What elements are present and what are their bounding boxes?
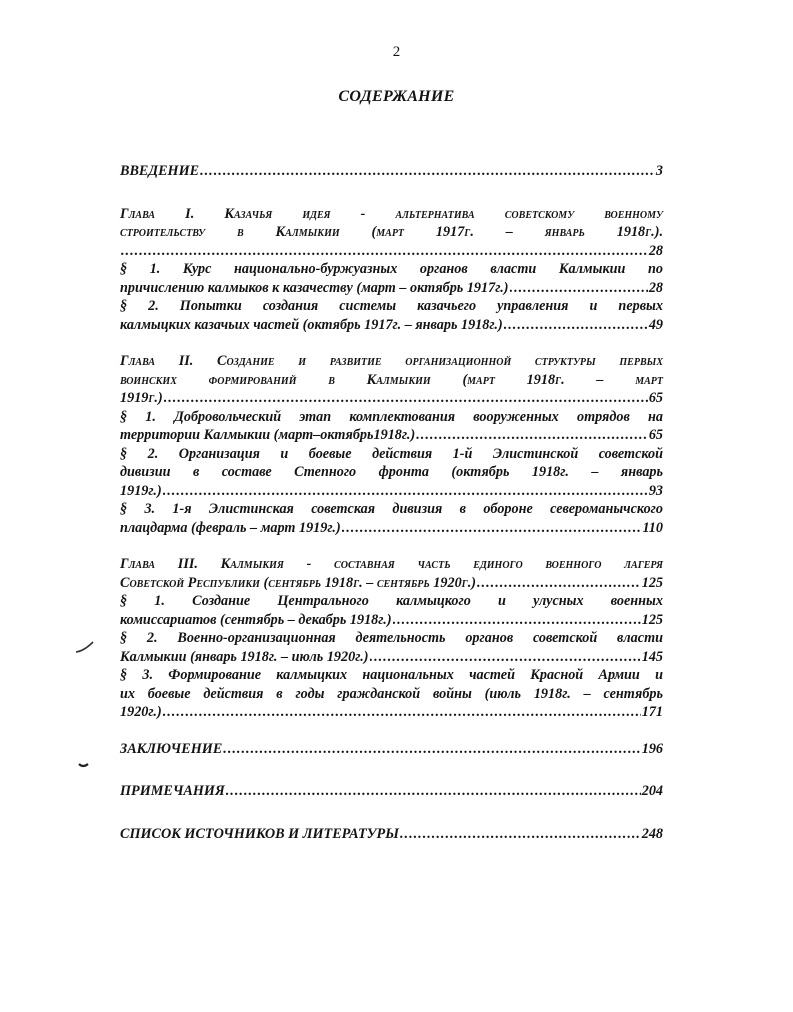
entry-page: 28 <box>648 242 663 259</box>
dot-leader <box>477 574 641 593</box>
entry-page: 93 <box>648 482 663 499</box>
entry-page: 65 <box>648 427 663 443</box>
section-line[interactable]: § 1. Курс национально-буржуазных органов власти Калмыкии по <box>120 261 663 277</box>
entry-page: 248 <box>641 825 663 842</box>
page-title: СОДЕРЖАНИЕ <box>338 88 455 105</box>
dot-leader <box>400 825 641 844</box>
dot-leader <box>200 162 655 181</box>
chapter-title-line[interactable]: Глава II. Создание и развитие организационной структуры первых <box>120 353 663 369</box>
entry-page: 145 <box>641 648 663 665</box>
dot-leader <box>223 740 640 759</box>
chapter-title-end: 1919г.) <box>120 390 163 406</box>
page-number: 2 <box>392 44 401 60</box>
chapter-title-line[interactable]: Глава III. Калмыкия - составная часть единого военного лагеря <box>120 556 663 572</box>
entry-label: ВВЕДЕНИЕ <box>120 163 200 179</box>
section-text: 1919г.) <box>120 482 162 499</box>
dot-leader <box>393 611 641 630</box>
section-last-line[interactable] <box>120 611 663 630</box>
entry-label: ЗАКЛЮЧЕНИЕ <box>120 740 223 757</box>
entry-page: 196 <box>641 740 663 757</box>
section-text: территории Калмыкии (март–октябрь1918г.) <box>120 427 416 443</box>
section-line[interactable]: их боевые действия в годы гражданской войны (июль 1918г. – сентябрь <box>120 685 663 702</box>
toc-entry-introduction[interactable] <box>120 162 663 181</box>
toc-entry-conclusion[interactable] <box>120 740 663 759</box>
entry-page: 3 <box>655 163 663 179</box>
chapter-leader-line[interactable] <box>120 389 663 408</box>
entry-page: 125 <box>641 574 663 591</box>
dot-leader <box>163 703 641 722</box>
section-last-line[interactable] <box>120 279 663 298</box>
dot-leader <box>342 519 642 538</box>
entry-page: 171 <box>641 704 663 720</box>
dot-leader <box>416 426 648 445</box>
dot-leader <box>504 316 648 335</box>
dot-leader <box>510 279 648 298</box>
chapter-title-line[interactable]: Глава I. Казачья идея - альтернатива советскому военному <box>120 205 663 222</box>
section-last-line[interactable] <box>120 519 663 538</box>
section-text: 1920г.) <box>120 704 162 720</box>
entry-page: 125 <box>641 611 663 628</box>
toc-chapter-3 <box>120 555 663 722</box>
section-last-line[interactable] <box>120 482 663 501</box>
chapter-title-end: Советской Республики (сентябрь 1918г. – сентябрь 1920г.) <box>120 574 476 591</box>
section-text: комиссариатов (сентябрь – декабрь 1918г.) <box>120 611 392 628</box>
entry-page: 28 <box>648 279 663 296</box>
section-text: калмыцких казачьих частей (октябрь 1917г. – январь 1918г.) <box>120 316 503 333</box>
chapter-title-line[interactable]: строительству в Калмыкии (март 1917г. – январь 1918г.). <box>120 224 663 240</box>
section-line[interactable]: дивизии в составе Степного фронта (октябрь 1918г. – январь <box>120 464 663 480</box>
dot-leader <box>163 482 648 501</box>
dot-leader <box>121 242 648 261</box>
chapter-leader-line[interactable] <box>120 242 663 261</box>
section-last-line[interactable] <box>120 648 663 667</box>
section-last-line[interactable] <box>120 316 663 335</box>
section-line[interactable]: § 2. Военно-организационная деятельность органов советской власти <box>120 630 663 646</box>
toc-entry-sources[interactable] <box>120 825 663 844</box>
toc-entry-notes[interactable] <box>120 782 663 801</box>
toc-chapter-1 <box>120 205 663 335</box>
entry-page: 110 <box>642 519 663 536</box>
dot-leader <box>370 648 641 667</box>
section-last-line[interactable] <box>120 426 663 445</box>
entry-page: 204 <box>641 783 663 799</box>
section-text: Калмыкии (январь 1918г. – июль 1920г.) <box>120 648 369 665</box>
ink-dot-mark <box>78 760 90 770</box>
section-line[interactable]: § 3. 1-я Элистинская советская дивизия в обороне североманычского <box>120 501 663 517</box>
section-text: плацдарма (февраль – март 1919г.) <box>120 519 341 536</box>
section-line[interactable]: § 1. Создание Центрального калмыцкого и улусных военных <box>120 593 663 609</box>
section-line[interactable]: § 2. Попытки создания системы казачьего управления и первых <box>120 298 663 314</box>
dot-leader <box>226 782 641 801</box>
entry-label: СПИСОК ИСТОЧНИКОВ И ЛИТЕРАТУРЫ <box>120 825 399 842</box>
chapter-leader-line[interactable] <box>120 574 663 593</box>
section-line[interactable]: § 1. Добровольческий этап комплектования вооруженных отрядов на <box>120 408 663 425</box>
dot-leader <box>164 389 648 408</box>
entry-page: 49 <box>648 316 663 333</box>
table-of-contents <box>120 162 663 843</box>
section-line[interactable]: § 2. Организация и боевые действия 1-й Элистинской советской <box>120 445 663 462</box>
section-last-line[interactable] <box>120 703 663 722</box>
section-line[interactable]: § 3. Формирование калмыцких национальных частей Красной Армии и <box>120 667 663 683</box>
toc-chapter-2 <box>120 352 663 537</box>
entry-label: ПРИМЕЧАНИЯ <box>120 783 225 799</box>
entry-page: 65 <box>648 390 663 406</box>
pencil-tick-mark <box>74 640 96 656</box>
chapter-title-line[interactable]: воинских формирований в Калмыкии (март 1918г. – март <box>120 371 663 388</box>
section-text: причислению калмыков к казачеству (март – октябрь 1917г.) <box>120 279 509 296</box>
